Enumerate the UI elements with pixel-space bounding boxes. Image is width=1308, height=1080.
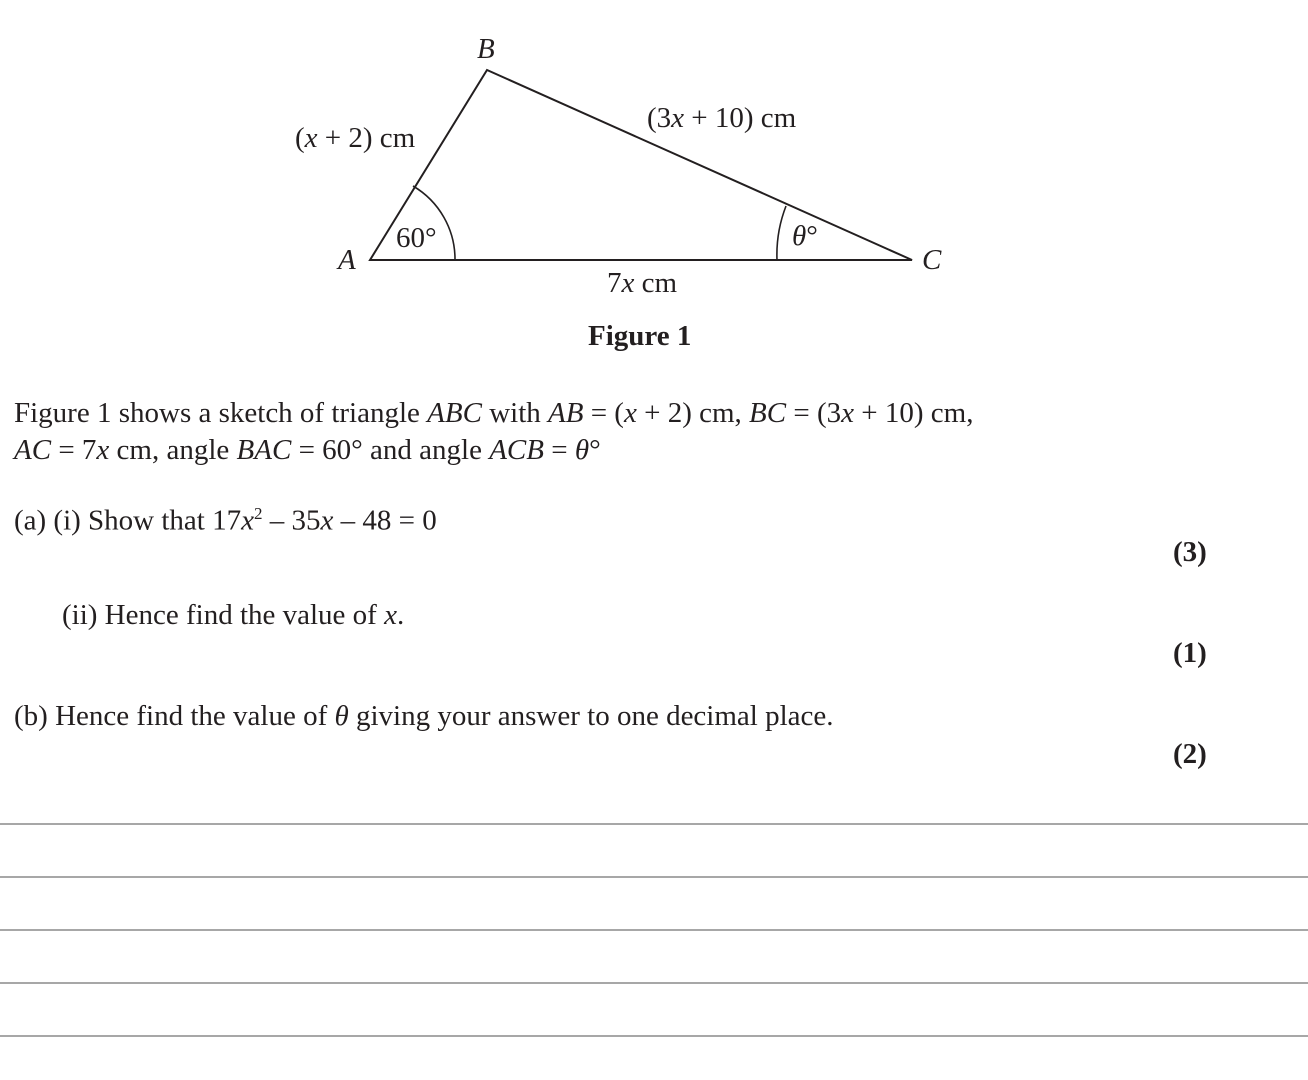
vertex-label-b: B <box>477 33 495 65</box>
answer-line <box>0 982 1308 984</box>
question-b: (b) Hence find the value of θ giving your answer to one decimal place. <box>14 700 834 732</box>
angle-label-a: 60° <box>396 222 437 254</box>
side-label-bc: (3x + 10) cm <box>647 102 797 134</box>
angle-label-c: θ° <box>792 220 818 252</box>
vertex-label-a: A <box>338 244 356 276</box>
side-label-ac: 7x cm <box>607 267 678 299</box>
intro-line-2: AC = 7x cm, angle BAC = 60° and angle ACB = θ° <box>14 434 601 466</box>
marks-a-i: (3) <box>1173 536 1207 568</box>
vertex-label-c: C <box>922 244 942 276</box>
answer-line <box>0 823 1308 825</box>
figure-caption: Figure 1 <box>588 320 692 352</box>
answer-line <box>0 929 1308 931</box>
marks-a-ii: (1) <box>1173 637 1207 669</box>
intro-line-1: Figure 1 shows a sketch of triangle ABC with AB = (x + 2) cm, BC = (3x + 10) cm, <box>14 397 974 429</box>
answer-line <box>0 1035 1308 1037</box>
answer-line <box>0 876 1308 878</box>
question-a-ii: (ii) Hence find the value of x. <box>62 599 405 631</box>
angle-arc-c <box>777 206 786 260</box>
triangle-abc <box>370 70 912 260</box>
side-label-ab: (x + 2) cm <box>295 122 416 154</box>
question-a-i: (a) (i) Show that $17x^2 - 35x - 48 = 0$ <box>14 504 437 537</box>
marks-b: (2) <box>1173 738 1207 770</box>
